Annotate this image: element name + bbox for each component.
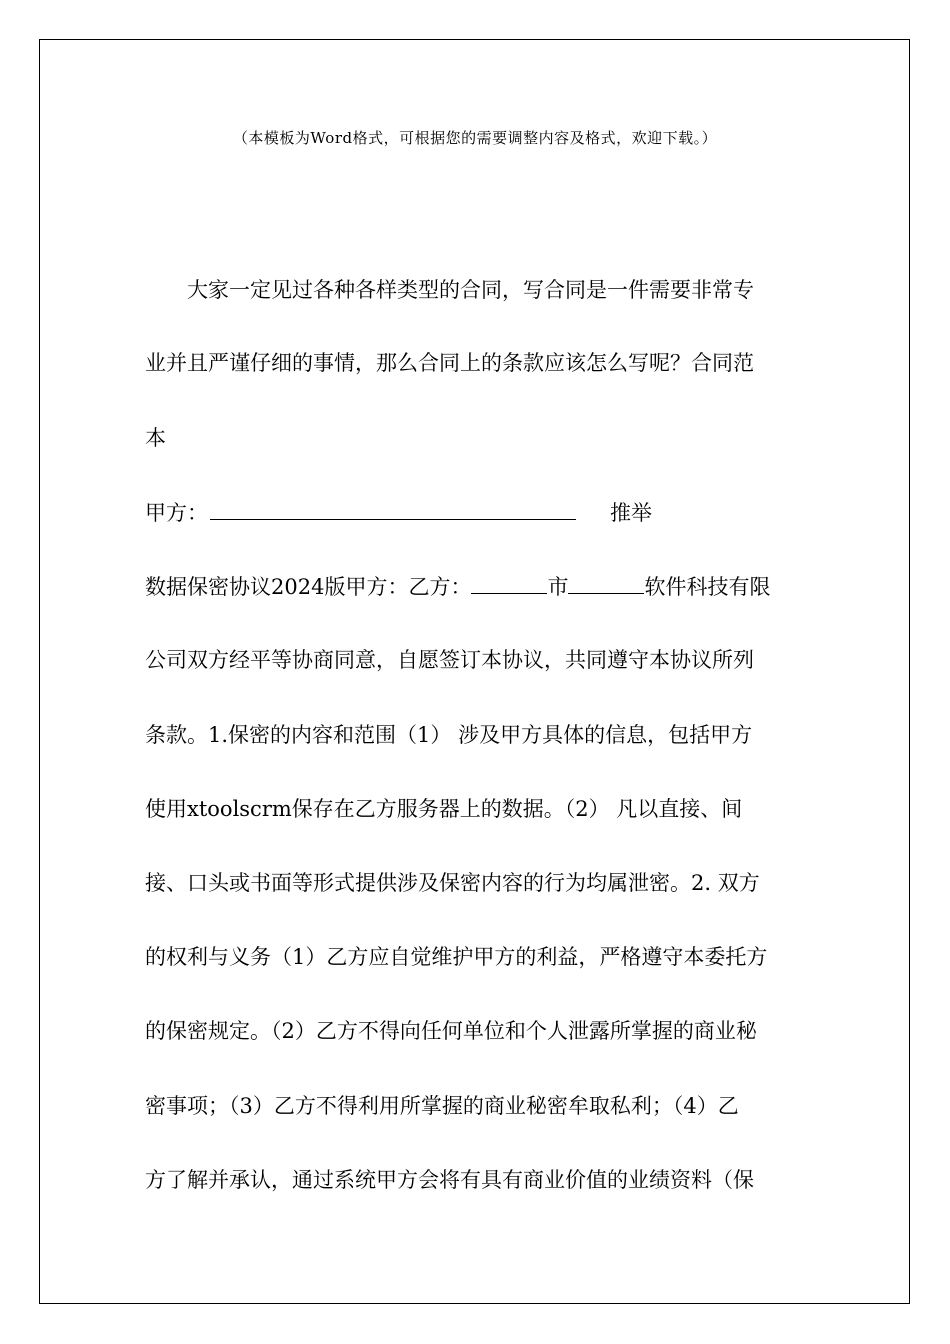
intro-line-1: 大家一定见过各种各样类型的合同，写合同是一件需要非常专 (187, 278, 754, 302)
party-a-blank (210, 497, 576, 520)
body-line-8: 密事项；（3）乙方不得利用所掌握的商业秘密牟取私利；（4）乙 (145, 1094, 739, 1118)
agreement-title-text: 数据保密协议2024版甲方：乙方： (145, 575, 472, 599)
intro-line-3: 本 (145, 426, 166, 450)
body-line-3: 条款。1.保密的内容和范围（1） 涉及甲方具体的信息，包括甲方 (145, 723, 753, 747)
template-note: （本模板为Word格式，可根据您的需要调整内容及格式，欢迎下载。） (232, 129, 718, 147)
intro-line-2: 业并且严谨仔细的事情，那么合同上的条款应该怎么写呢？合同范 (145, 351, 754, 375)
body-line-5: 接、口头或书面等形式提供涉及保密内容的行为均属泄密。2. 双方 (145, 871, 760, 895)
party-a-label: 甲方： (145, 501, 208, 525)
body-line-2: 公司双方经平等协商同意，自愿签订本协议，共同遵守本协议所列 (145, 648, 754, 672)
recommend-label: 推举 (610, 501, 652, 525)
company-blank (568, 571, 644, 594)
company-suffix: 软件科技有限 (644, 575, 771, 599)
city-blank (471, 571, 547, 594)
body-line-9: 方了解并承认，通过系统甲方会将有具有商业价值的业绩资料（保 (145, 1168, 754, 1192)
body-line-1 (145, 571, 825, 602)
body-line-7: 的保密规定。（2）乙方不得向任何单位和个人泄露所掌握的商业秘 (145, 1019, 757, 1043)
body-line-6: 的权利与义务（1）乙方应自觉维护甲方的利益，严格遵守本委托方 (145, 945, 768, 969)
party-a-line (145, 497, 825, 528)
city-suffix: 市 (547, 575, 569, 599)
body-line-4: 使用xtoolscrm保存在乙方服务器上的数据。（2） 凡以直接、间 (145, 797, 743, 821)
